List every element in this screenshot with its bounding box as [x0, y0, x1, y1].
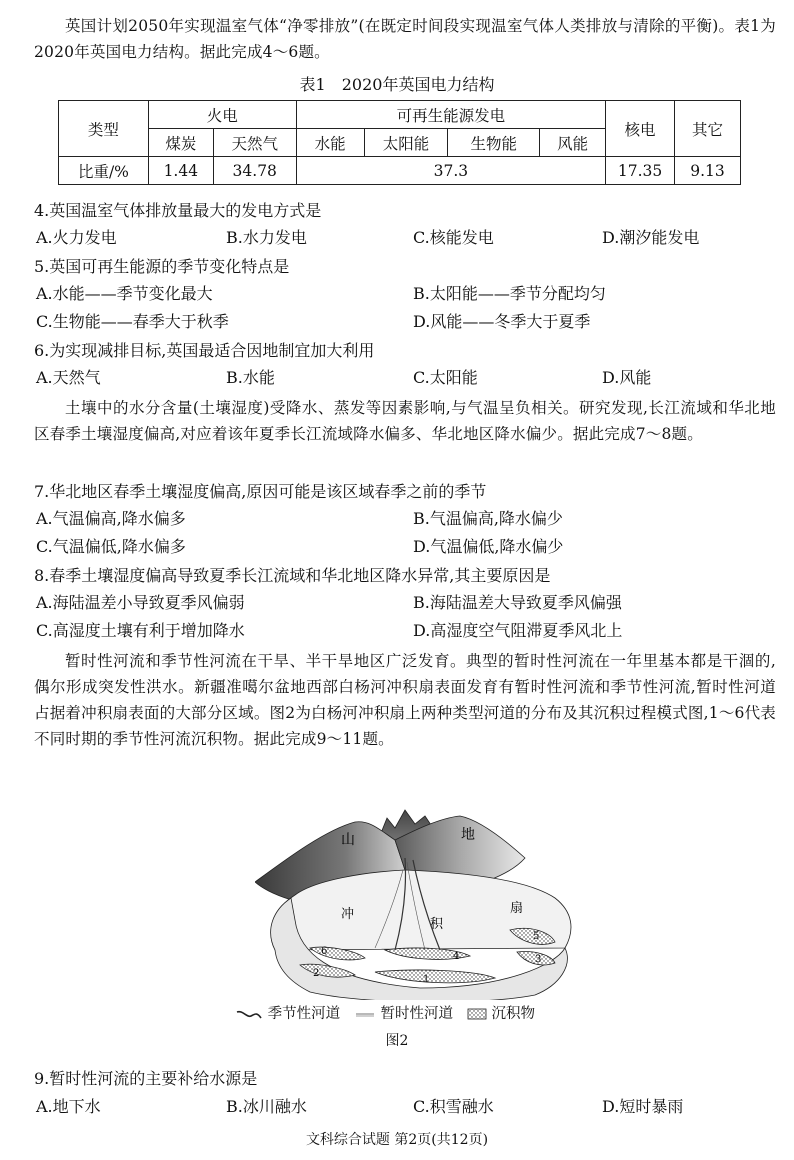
question-8-option-a[interactable]: A.海陆温差小导致夏季风偏弱 — [36, 593, 245, 612]
sediment-label-1: 1 — [423, 974, 430, 985]
question-5-stem: 5.英国可再生能源的季节变化特点是 — [34, 257, 290, 276]
label-mountain-right: 地 — [461, 827, 475, 843]
question-9-option-c[interactable]: C.积雪融水 — [413, 1097, 494, 1116]
question-7-option-b[interactable]: B.气温偏高,降水偏少 — [413, 509, 563, 528]
header-type: 类型 — [59, 101, 149, 157]
question-5-option-d[interactable]: D.风能——冬季大于夏季 — [413, 312, 591, 331]
page-footer: 文科综合试题 第2页(共12页) — [305, 1132, 489, 1148]
sediment-label-6: 6 — [321, 946, 328, 957]
value-other: 9.13 — [675, 157, 741, 185]
value-coal: 1.44 — [148, 157, 213, 185]
question-6-stem: 6.为实现减排目标,英国最适合因地制宜加大利用 — [34, 341, 375, 360]
label-fan-1: 冲 — [341, 907, 355, 922]
table-title: 表1 2020年英国电力结构 — [299, 75, 495, 94]
sediment-label-4: 4 — [453, 951, 460, 962]
electricity-table — [58, 100, 741, 185]
header-renewable: 可再生能源发电 — [296, 101, 605, 129]
question-8-stem: 8.春季土壤湿度偏高导致夏季长江流域和华北地区降水异常,其主要原因是 — [34, 566, 551, 585]
intro-paragraph-1: 英国计划2050年实现温室气体“净零排放”(在既定时间段实现温室气体人类排放与清除的平衡)。表1为2020年英国电力结构。据此完成4～6题。 — [34, 17, 776, 61]
value-renewable: 37.3 — [296, 157, 605, 185]
intro-paragraph-3: 暂时性河流和季节性河流在干旱、半干旱地区广泛发育。典型的暂时性河流在一年里基本都是干涸的,偶尔形成突发性洪水。新疆准噶尔盆地西部白杨河冲积扇表面发育有暂时性河流和季节性河流,暂时性河道占据着冲积扇表面的大部分区域。图2为白杨河冲积扇上两种类型河道的分布及其沉积过程模式图,1～6代表不同时期的季节性河流沉积物。据此完成9～11题。 — [34, 652, 776, 748]
subheader-gas: 天然气 — [213, 129, 296, 157]
figure-caption: 图2 — [385, 1033, 409, 1049]
label-fan-2: 积 — [430, 917, 444, 932]
question-7-option-d[interactable]: D.气温偏低,降水偏少 — [413, 537, 564, 556]
header-nuclear: 核电 — [606, 101, 675, 157]
sediment-label-3: 3 — [535, 954, 542, 965]
question-4-option-b[interactable]: B.水力发电 — [226, 228, 307, 247]
question-7-option-a[interactable]: A.气温偏高,降水偏多 — [36, 509, 186, 528]
question-4-option-d[interactable]: D.潮汐能发电 — [602, 228, 700, 247]
temporary-channel-icon — [354, 1008, 376, 1020]
question-4-option-a[interactable]: A.火力发电 — [36, 228, 117, 247]
question-5-option-c[interactable]: C.生物能——春季大于秋季 — [36, 312, 229, 331]
question-4-stem: 4.英国温室气体排放量最大的发电方式是 — [34, 201, 322, 220]
legend-sediment-label: 沉积物 — [491, 1006, 535, 1022]
subheader-wind: 风能 — [540, 129, 606, 157]
header-other: 其它 — [675, 101, 741, 157]
question-9-option-d[interactable]: D.短时暴雨 — [602, 1097, 684, 1116]
question-6-option-d[interactable]: D.风能 — [602, 368, 652, 387]
subheader-coal: 煤炭 — [148, 129, 213, 157]
question-8-option-d[interactable]: D.高湿度空气阻滞夏季风北上 — [413, 621, 623, 640]
question-5-option-b[interactable]: B.太阳能——季节分配均匀 — [413, 284, 606, 303]
subheader-hydro: 水能 — [296, 129, 364, 157]
legend-seasonal-label: 季节性河道 — [267, 1006, 341, 1022]
question-8-option-b[interactable]: B.海陆温差大导致夏季风偏强 — [413, 593, 622, 612]
alluvial-fan-diagram — [255, 800, 585, 1000]
intro-paragraph-2: 土壤中的水分含量(土壤湿度)受降水、蒸发等因素影响,与气温呈负相关。研究发现,长江流域和华北地区春季土壤湿度偏高,对应着该年夏季长江流域降水偏多、华北地区降水偏少。据此完成7～8题。 — [34, 399, 776, 443]
header-thermal: 火电 — [148, 101, 296, 129]
question-6-option-a[interactable]: A.天然气 — [36, 368, 101, 387]
question-9-stem: 9.暂时性河流的主要补给水源是 — [34, 1069, 258, 1088]
figure-legend — [235, 1004, 535, 1024]
question-6-option-c[interactable]: C.太阳能 — [413, 368, 478, 387]
question-4-option-c[interactable]: C.核能发电 — [413, 228, 494, 247]
question-7-option-c[interactable]: C.气温偏低,降水偏多 — [36, 537, 186, 556]
legend-temporary-label: 暂时性河道 — [380, 1006, 454, 1022]
question-8-option-c[interactable]: C.高湿度土壤有利于增加降水 — [36, 621, 245, 640]
value-gas: 34.78 — [213, 157, 296, 185]
label-fan-3: 扇 — [510, 901, 524, 916]
question-9-option-a[interactable]: A.地下水 — [36, 1097, 101, 1116]
subheader-biomass: 生物能 — [448, 129, 540, 157]
question-9-option-b[interactable]: B.冰川融水 — [226, 1097, 307, 1116]
row-label: 比重/% — [59, 157, 149, 185]
value-nuclear: 17.35 — [606, 157, 675, 185]
seasonal-channel-icon — [235, 1008, 263, 1020]
subheader-solar: 太阳能 — [364, 129, 448, 157]
question-6-option-b[interactable]: B.水能 — [226, 368, 275, 387]
question-7-stem: 7.华北地区春季土壤湿度偏高,原因可能是该区域春季之前的季节 — [34, 482, 487, 501]
question-5-option-a[interactable]: A.水能——季节变化最大 — [36, 284, 213, 303]
label-mountain-left: 山 — [341, 832, 355, 848]
sediment-label-5: 5 — [533, 931, 540, 942]
sediment-icon — [467, 1008, 487, 1020]
sediment-label-2: 2 — [313, 968, 320, 979]
